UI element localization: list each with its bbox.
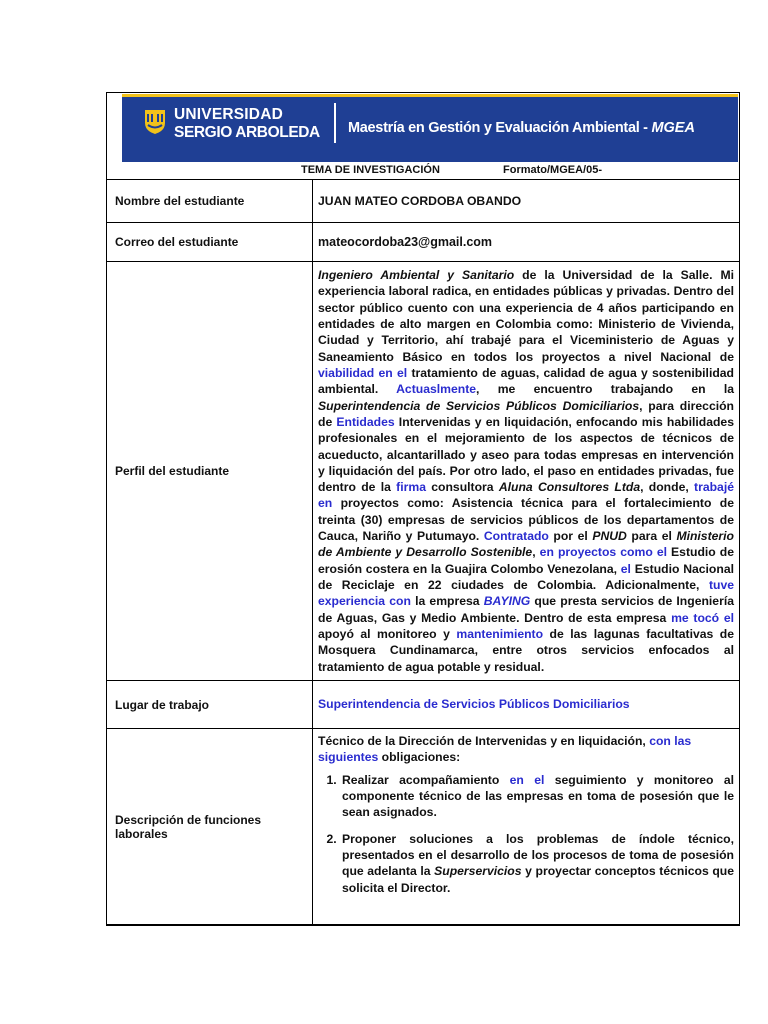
profile-segment: apoyó al monitoreo y [318,626,457,641]
profile-segment: , donde, [640,480,695,495]
label-correo: Correo del estudiante [107,223,313,262]
functions-intro: Técnico de la Dirección de Intervenidas y en liquidación, con las siguientes obligaciones: [318,734,692,765]
header-banner [122,94,738,162]
format-code: Formato/MGEA/05- [503,164,603,176]
profile-segment: Ingeniero Ambiental y Sanitario [318,268,515,283]
profile-segment: trabajé en [318,480,734,511]
workplace-value: Superintendencia de Servicios Públicos Domiciliarios [313,681,740,729]
profile-segment: de la Universidad de la Salle. Mi experiencia laboral radica, en entidades públicas y privadas. Dentro del sector público cuento con una experiencia de 4 años participando en entidades de alto margen en Colombia como: Ministerio de Vivienda, Ciudad y Territorio, ahí trabajé para el Viceministerio de Aguas y Saneamiento Básico en todos los proyectos a nivel Nacional de [318,268,734,364]
program-name: Maestría en Gestión y Evaluación Ambiental - [348,120,652,136]
profile-segment: , para dirección de [318,398,734,429]
profile-segment: Aluna Consultores Ltda [498,480,641,495]
topic-label: TEMA DE INVESTIGACIÓN [301,164,440,176]
profile-segment: Actuaslmente [396,382,477,397]
label-perfil: Perfil del estudiante [107,262,313,681]
functions-list [318,772,734,896]
program-title [348,120,695,136]
profile-segment: Entidades [336,414,395,429]
program-acronym: MGEA [651,120,695,136]
profile-segment: Superintendencia de Servicios Públicos Domiciliarios [318,398,640,413]
profile-segment: tuve experiencia con [318,578,734,609]
profile-segment: , [532,545,540,560]
profile-segment: la empresa [410,594,484,609]
university-name-line2: SERGIO ARBOLEDA [174,124,320,141]
label-lugar: Lugar de trabajo [107,681,313,729]
student-profile [313,262,740,681]
profile-segment: de las lagunas facultativas de Mosquera Cundinamarca, entre otros servicios enfocados al tratamiento de agua potable y residual. [318,626,734,674]
profile-segment: Contratado [483,529,549,544]
job-functions [313,729,740,925]
profile-segment: mantenimiento [456,626,544,641]
profile-segment: tratamiento de aguas, calidad de agua y sostenibilidad ambiental. [318,365,735,397]
profile-segment: Estudio Nacional de Reciclaje en 22 ciudades de Colombia. Adicionalmente, [318,561,734,593]
profile-segment: proyectos como: Asistencia técnica para el fortalecimiento de treinta (30) empresas de servicios públicos de los departamentos de Cauca, Nariño y Putumayo. [318,496,734,544]
label-funciones: Descripción de funciones laborales [107,729,313,925]
profile-segment: Estudio de erosión costera en la Guajira Colombo Venezolana, [318,545,735,576]
label-nombre: Nombre del estudiante [107,180,313,223]
profile-segment: BAYING [483,594,531,609]
profile-segment: viabilidad en el [318,365,408,380]
profile-segment: en proyectos como el [539,545,667,560]
profile-segment: que presta servicios de Ingeniería de Aguas, Gas y Medio Ambiente. Dentro de esta empresa [318,594,734,625]
list-item: 2. Proponer soluciones a los problemas de índole técnico, presentados en el desarrollo de los procesos de toma de posesión que adelanta la Superservicios y proyectar conceptos técnicos que solicita el Director. [340,831,734,896]
header-divider [334,103,336,143]
row-lugar [107,681,740,729]
university-name-line1: UNIVERSIDAD [174,106,283,123]
profile-segment: Ministerio de Ambiente y Desarrollo Sostenible [318,529,734,560]
university-shield-icon [144,109,166,135]
profile-segment: consultora [425,480,499,495]
profile-segment: firma [396,480,426,495]
row-funciones [107,729,740,925]
student-info-table [106,179,740,925]
row-perfil [107,262,740,681]
profile-segment: PNUD [592,529,627,544]
profile-segment: por el [548,529,593,544]
row-correo [107,223,740,262]
student-name: JUAN MATEO CORDOBA OBANDO [313,180,740,223]
profile-segment: para el [626,529,677,544]
profile-segment: el [620,561,631,576]
profile-segment: me tocó el [671,610,734,625]
list-item: 1. Realizar acompañamiento en el seguimiento y monitoreo al componente técnico de las empresas en toma de posesión que le sean asignados. [340,772,734,821]
student-email: mateocordoba23@gmail.com [313,223,740,262]
row-nombre [107,180,740,223]
profile-segment: , me encuentro trabajando en la [476,382,734,397]
profile-segment: Intervenidas y en liquidación, enfocando mis habilidades profesionales en el mejoramiento de los aspectos de técnicos de acueducto, alcantarillado y aseo para todas empresas en intervención y liquidación del país. Por otro lado, el paso en entidades privadas, fue dentro de la [318,414,734,495]
